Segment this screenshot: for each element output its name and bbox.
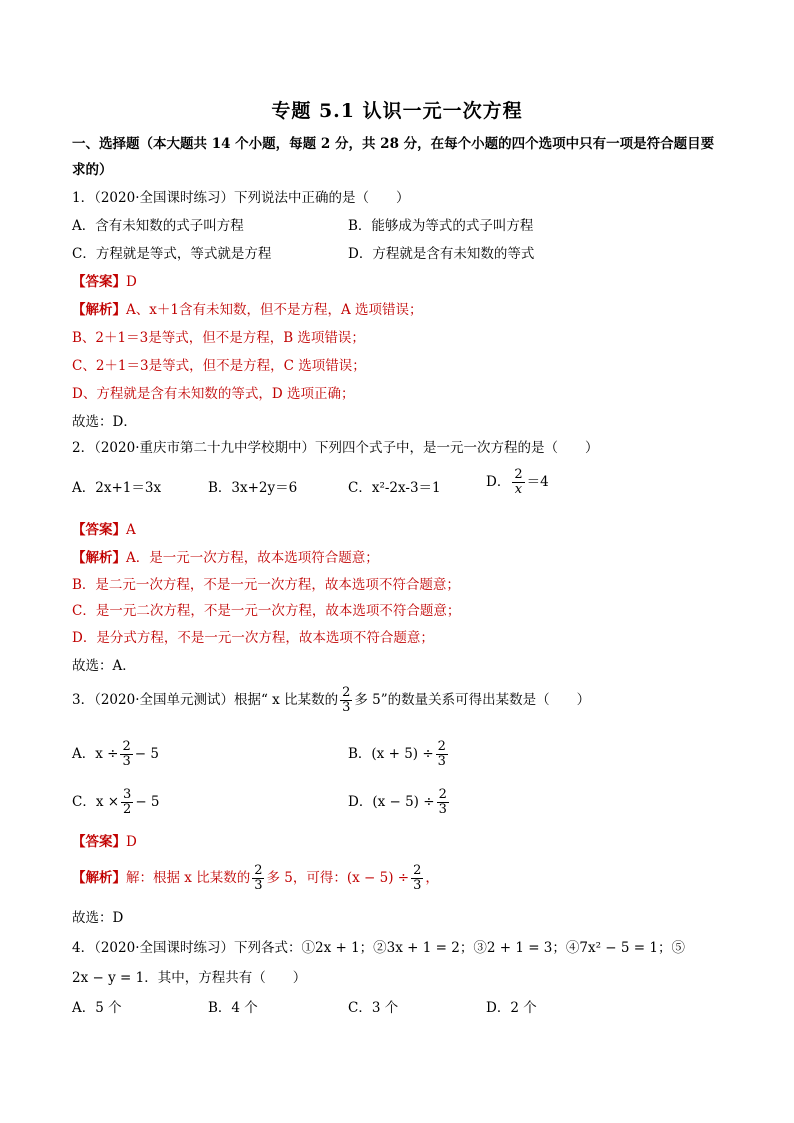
fraction-numerator: 2 (342, 685, 351, 700)
q3-option-d-label: D．(x − 5) ÷ (348, 794, 435, 810)
analysis-tag: 【解析】 (72, 302, 126, 318)
q2-answer (72, 520, 136, 540)
q3-answer (72, 832, 137, 852)
fraction-numerator: 2 (514, 467, 523, 482)
q4-option-b: B．4 个 (208, 1000, 258, 1016)
q1-stem: 1．（2020·全国课时练习）下列说法中正确的是（ ） (72, 190, 410, 206)
q2-explanation-text-1: A．是一元一次方程，故本选项符合题意； (126, 550, 379, 566)
q1-explanation-3: C、2＋1＝3是等式，但不是方程，C 选项错误； (72, 358, 366, 374)
answer-tag: 【答案】 (72, 274, 126, 290)
q3-explanation-part1: 解：根据 x 比某数的 (126, 870, 251, 886)
q1-explanation-4: D、方程就是含有未知数的等式，D 选项正确； (72, 386, 355, 402)
fraction-denominator: 3 (342, 700, 351, 715)
section-heading-line1: 一、选择题（本大题共 14 个小题，每题 2 分，共 28 分，在每个小题的四个选项中只有一项是符合题目要 (72, 136, 715, 152)
q2-choose: 故选：A． (72, 658, 136, 674)
q3-stem-fraction (340, 686, 352, 715)
fraction-numerator: 2 (254, 863, 263, 878)
q2-option-c: C．x²-2x-3＝1 (348, 480, 441, 496)
fraction-denominator: 2 (123, 802, 132, 817)
fraction-denominator: 3 (122, 754, 131, 769)
q2-option-d (486, 468, 549, 497)
fraction-denominator: x (514, 482, 523, 497)
q3-explanation-part3: ， (425, 870, 439, 886)
q3-explanation-fraction-2 (411, 864, 423, 893)
q3-stem-part2: 多 5”的数量关系可得出某数是（ ） (354, 692, 591, 708)
q4-stem-line1: 4．（2020·全国课时练习）下列各式：①2x + 1；②3x + 1 = 2；③2 + 1 = 3；④7x² − 5 = 1；⑤ (72, 940, 685, 956)
q3-option-a-fraction (120, 740, 132, 769)
q1-explanation-2: B、2＋1＝3是等式，但不是方程，B 选项错误； (72, 330, 365, 346)
q3-stem (72, 686, 590, 715)
q3-option-c-suffix: − 5 (135, 794, 160, 810)
answer-tag: 【答案】 (72, 522, 126, 538)
q2-answer-value: A (126, 522, 136, 538)
fraction-denominator: 3 (437, 754, 446, 769)
q2-option-a: A．2x+1＝3x (72, 480, 162, 496)
q3-choose: 故选：D (72, 910, 124, 926)
q2-stem: 2．（2020·重庆市第二十九中学校期中）下列四个式子中，是一元一次方程的是（ ） (72, 440, 599, 456)
q3-explanation-part2: 多 5，可得：(x − 5) ÷ (266, 870, 410, 886)
q3-option-d-fraction (437, 788, 449, 817)
fraction-numerator: 3 (123, 787, 132, 802)
q2-explanation-1 (72, 548, 379, 568)
fraction-numerator: 2 (122, 739, 131, 754)
q3-option-b-fraction (436, 740, 448, 769)
q1-explanation-text-1: A、x＋1含有未知数，但不是方程，A 选项错误； (126, 302, 423, 318)
q3-option-b-label: B．(x + 5) ÷ (348, 746, 434, 762)
q2-option-d-fraction (512, 468, 524, 497)
analysis-tag: 【解析】 (72, 870, 126, 886)
q3-option-c-label: C．x × (72, 794, 120, 810)
fraction-numerator: 2 (438, 787, 447, 802)
section-heading-line2: 求的） (72, 162, 113, 178)
q3-explanation-fraction-1 (252, 864, 264, 893)
q1-answer-value: D (126, 274, 137, 290)
q1-option-d: D．方程就是含有未知数的等式 (348, 246, 535, 262)
analysis-tag: 【解析】 (72, 550, 126, 566)
answer-tag: 【答案】 (72, 834, 126, 850)
fraction-numerator: 2 (437, 739, 446, 754)
q1-option-a: A．含有未知数的式子叫方程 (72, 218, 244, 234)
q2-explanation-3: C．是一元二次方程，不是一元一次方程，故本选项不符合题意； (72, 603, 461, 619)
q4-stem-line2: 2x − y = 1．其中，方程共有（ ） (72, 970, 307, 986)
q3-option-d (348, 788, 451, 817)
q3-stem-part1: 3．（2020·全国单元测试）根据“ x 比某数的 (72, 692, 339, 708)
q3-answer-value: D (126, 834, 137, 850)
fraction-denominator: 3 (438, 802, 447, 817)
q3-option-c (72, 788, 160, 817)
q1-answer (72, 272, 137, 292)
q4-option-c: C．3 个 (348, 1000, 399, 1016)
page-title: 专题 5.1 认识一元一次方程 (271, 100, 523, 122)
q2-explanation-4: D．是分式方程，不是一元一次方程，故本选项不符合题意； (72, 630, 434, 646)
q2-option-d-suffix: ＝4 (526, 474, 549, 490)
q3-option-a-suffix: − 5 (134, 746, 159, 762)
fraction-denominator: 3 (413, 878, 422, 893)
q1-explanation-1 (72, 300, 423, 320)
q1-option-b: B．能够成为等式的式子叫方程 (348, 218, 534, 234)
q3-option-a (72, 740, 159, 769)
fraction-denominator: 3 (254, 878, 263, 893)
q2-option-d-label: D． (486, 474, 511, 490)
q4-option-a: A．5 个 (72, 1000, 122, 1016)
q3-option-c-fraction (121, 788, 133, 817)
q3-option-a-label: A．x ÷ (72, 746, 119, 762)
q3-option-b (348, 740, 450, 769)
q4-option-d: D．2 个 (486, 1000, 537, 1016)
q3-explanation (72, 864, 439, 893)
q1-choose: 故选：D． (72, 414, 137, 430)
q2-explanation-2: B．是二元一次方程，不是一元一次方程，故本选项不符合题意； (72, 577, 460, 593)
q2-option-b: B．3x+2y＝6 (208, 480, 298, 496)
fraction-numerator: 2 (413, 863, 422, 878)
q1-option-c: C．方程就是等式，等式就是方程 (72, 246, 272, 262)
